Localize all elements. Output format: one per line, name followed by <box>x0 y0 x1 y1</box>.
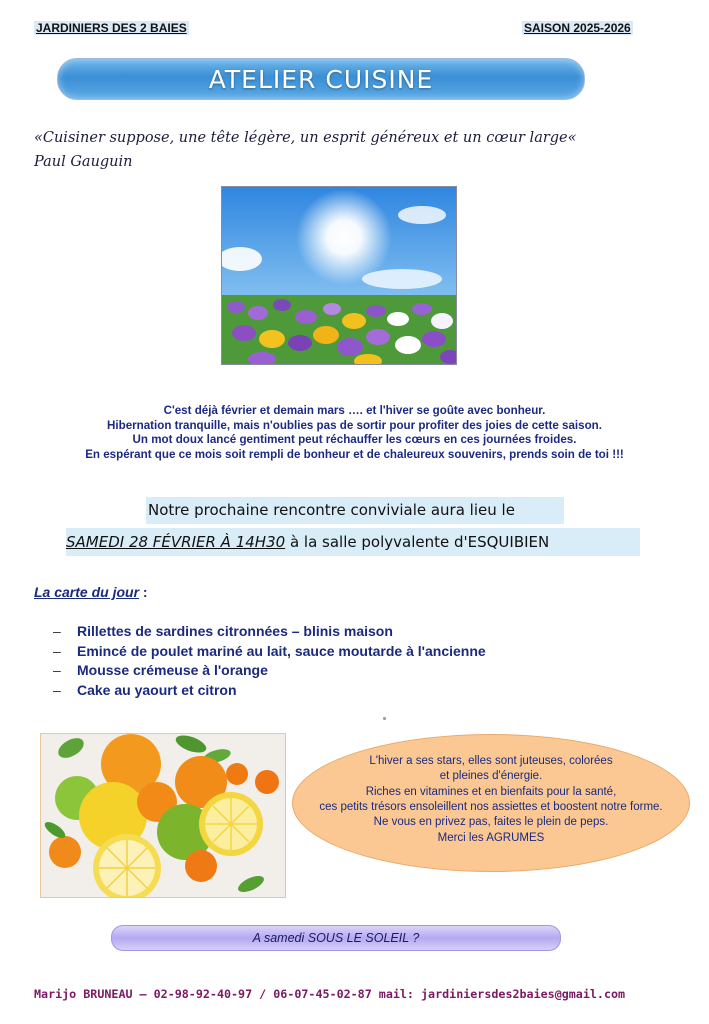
menu-item: – Mousse crémeuse à l'orange <box>53 661 486 681</box>
menu-colon: : <box>139 584 148 600</box>
intro-line: Un mot doux lancé gentiment peut réchauffer les cœurs en ces journées froides. <box>132 433 577 447</box>
season-label: SAISON 2025-2026 <box>524 21 631 35</box>
bubble-line: et pleines d'énergie. <box>439 770 543 783</box>
meeting-announcement: Notre prochaine rencontre conviviale aura lieu le <box>146 497 564 524</box>
citrus-picture <box>41 734 285 897</box>
meeting-location: à la salle polyvalente d'ESQUIBIEN <box>289 533 550 551</box>
citrus-info-bubble <box>292 734 690 872</box>
menu-item-label: Rillettes de sardines citronnées – blinis maison <box>77 623 393 639</box>
spring-field-picture <box>222 187 456 364</box>
quote-text: «Cuisiner suppose, une tête légère, un esprit généreux et un cœur large« <box>34 130 577 146</box>
menu-item-label: Emincé de poulet mariné au lait, sauce moutarde à l'ancienne <box>77 642 486 659</box>
closing-text: A samedi SOUS LE SOLEIL ? <box>252 931 420 945</box>
bubble-text <box>319 754 662 846</box>
title-banner <box>57 58 585 100</box>
menu-heading <box>34 584 148 600</box>
quote-block <box>34 126 577 174</box>
bubble-line: Riches en vitamines et en bienfaits pour la santé, <box>365 785 617 798</box>
club-name: JARDINIERS DES 2 BAIES <box>36 21 187 35</box>
menu-item-label: Mousse crémeuse à l'orange <box>77 662 268 679</box>
bubble-line: Ne vous en privez pas, faites le plein de peps. <box>373 816 609 829</box>
bubble-line: L'hiver a ses stars, elles sont juteuses, colorées <box>369 754 613 767</box>
intro-paragraph <box>40 404 669 462</box>
quote-author: Paul Gauguin <box>34 154 133 170</box>
meeting-date: SAMEDI 28 FÉVRIER À 14H30 <box>66 533 286 551</box>
menu-item: – Emincé de poulet mariné au lait, sauce moutarde à l'ancienne <box>53 642 486 662</box>
page-title: ATELIER CUISINE <box>208 64 434 94</box>
bubble-line: ces petits trésors ensoleillent nos assiettes et boostent notre forme. <box>319 801 663 813</box>
footer-contact: Marijo BRUNEAU – 02-98-92-40-97 / 06-07-45-02-87 mail: jardiniersdes2baies@gmail.com <box>34 987 626 1001</box>
menu-item-label: Cake au yaourt et citron <box>77 682 237 699</box>
spring-field-image <box>221 186 457 365</box>
closing-banner <box>111 925 561 951</box>
stray-dot <box>383 717 386 720</box>
intro-line: Hibernation tranquille, mais n'oublies pas de sortir pour profiter des joies de cette saison. <box>107 418 602 432</box>
menu-title: La carte du jour <box>34 584 140 600</box>
meeting-details <box>66 528 640 556</box>
bubble-line: Merci les AGRUMES <box>437 831 545 844</box>
intro-line: C'est déjà février et demain mars …. et l'hiver se goûte avec bonheur. <box>163 404 546 417</box>
citrus-image <box>40 733 286 898</box>
menu-list <box>53 622 486 701</box>
menu-item: – Rillettes de sardines citronnées – blinis maison <box>53 622 486 642</box>
intro-line: En espérant que ce mois soit rempli de bonheur et de chaleureux souvenirs, prends soin de toi !!! <box>85 447 624 461</box>
menu-item: – Cake au yaourt et citron <box>53 681 486 701</box>
